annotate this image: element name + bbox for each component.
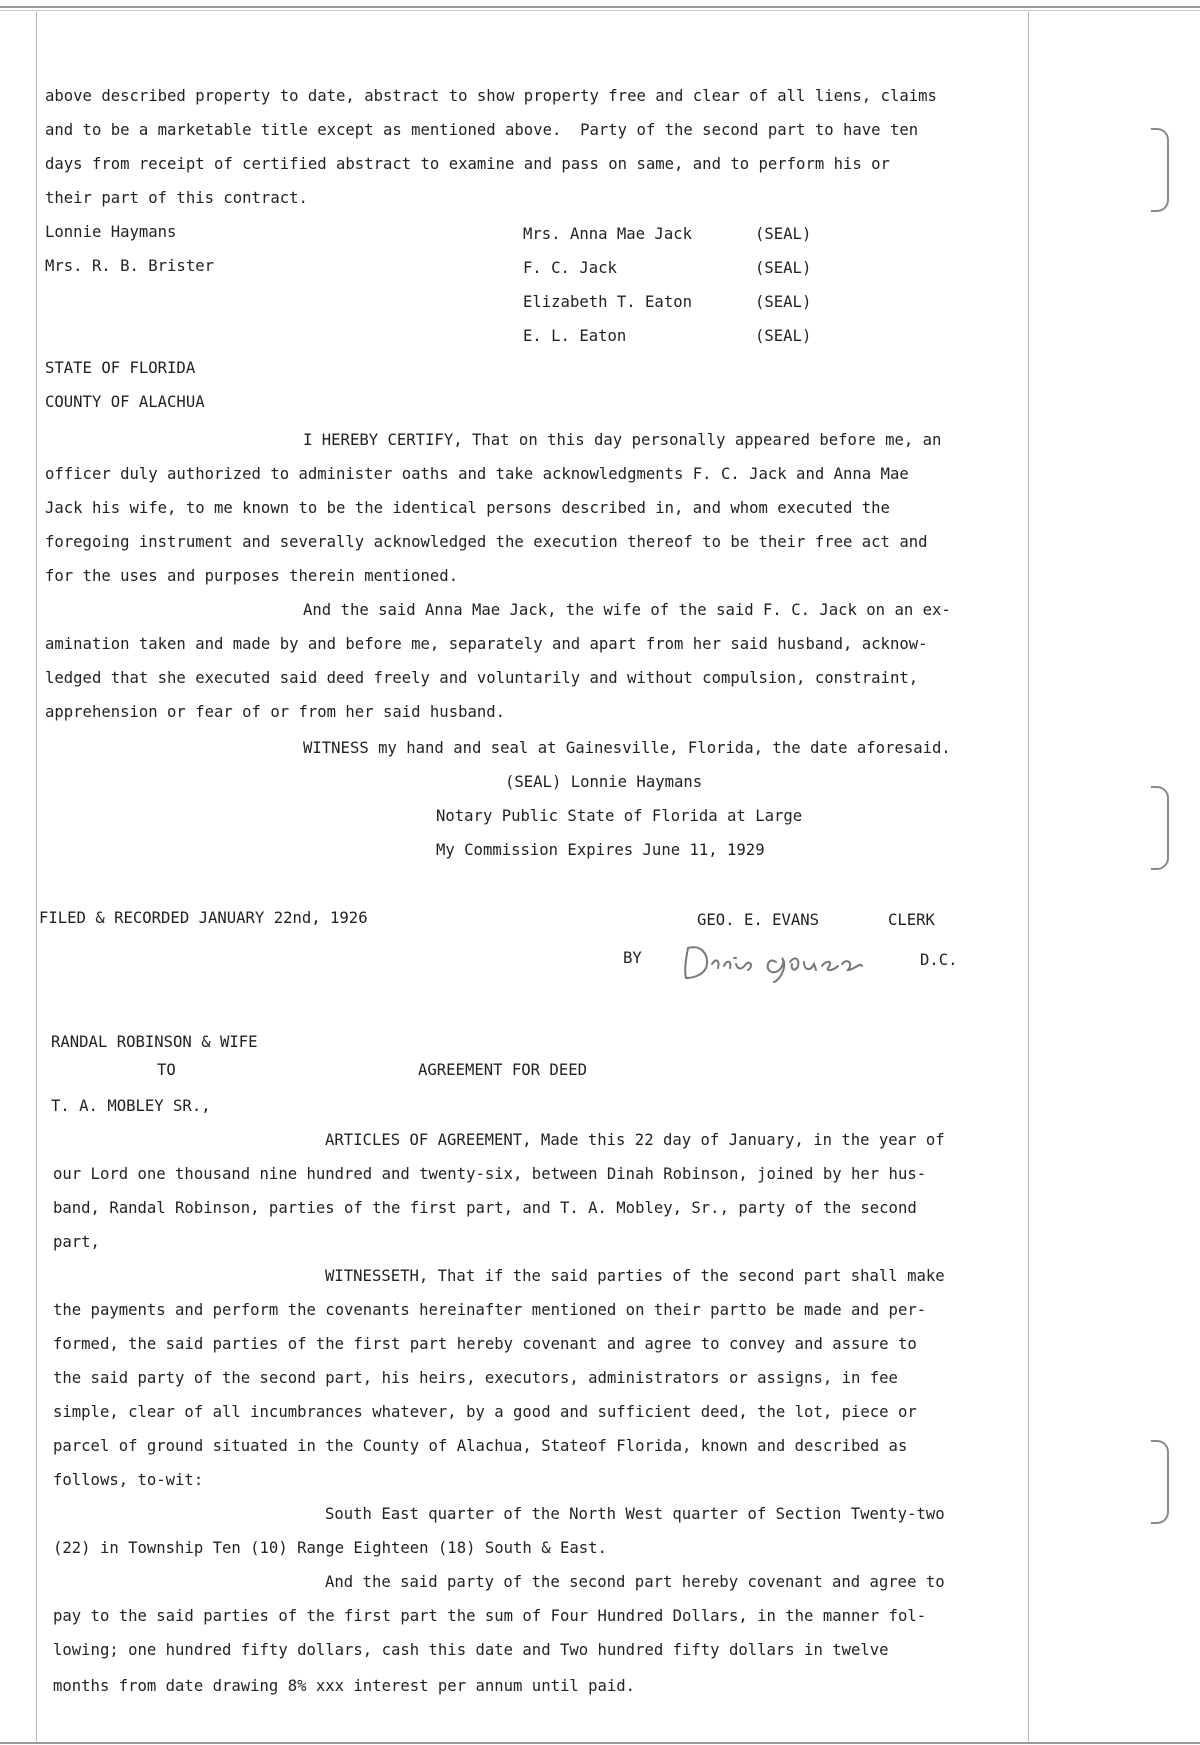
land-description: South East quarter of the North West quarter of Section Twenty-two xyxy=(325,1505,945,1523)
text-line: foregoing instrument and severally acknowledged the execution thereof to be their free act and xyxy=(45,533,928,551)
text-line: days from receipt of certified abstract to examine and pass on same, and to perform his or xyxy=(45,155,890,173)
left-margin-line xyxy=(36,12,37,1742)
text-line: pay to the said parties of the first part the sum of Four Hundred Dollars, in the manner fol- xyxy=(53,1607,927,1625)
notary-commission: My Commission Expires June 11, 1929 xyxy=(436,841,765,859)
text-line: ARTICLES OF AGREEMENT, Made this 22 day of January, in the year of xyxy=(325,1131,945,1149)
top-border-inner xyxy=(0,10,1200,11)
seal-mark: (SEAL) xyxy=(755,259,812,277)
text-line: WITNESS my hand and seal at Gainesville, Florida, the date aforesaid. xyxy=(303,739,951,757)
top-border xyxy=(0,6,1200,8)
state-heading: STATE OF FLORIDA xyxy=(45,359,196,377)
seal-mark: (SEAL) xyxy=(755,225,812,243)
witness-name: Mrs. R. B. Brister xyxy=(45,257,214,275)
by-label: BY xyxy=(623,949,642,967)
text-line: ledged that she executed said deed freely and voluntarily and without compulsion, constraint, xyxy=(45,669,919,687)
text-line: and to be a marketable title except as mentioned above. Party of the second part to have ten xyxy=(45,121,919,139)
seal-mark: (SEAL) xyxy=(755,327,812,345)
binder-hole-icon xyxy=(1151,786,1169,870)
right-margin-line xyxy=(1028,12,1029,1742)
text-line: for the uses and purposes therein mentioned. xyxy=(45,567,459,585)
text-line: formed, the said parties of the first part hereby covenant and agree to convey and assure to xyxy=(53,1335,917,1353)
notary-signature: (SEAL) Lonnie Haymans xyxy=(505,773,703,791)
text-line: apprehension or fear of or from her said husband. xyxy=(45,703,506,721)
filed-recorded-stamp: FILED & RECORDED JANUARY 22nd, 1926 xyxy=(39,909,368,927)
text-line: follows, to-wit: xyxy=(53,1471,204,1489)
signer-name: Elizabeth T. Eaton xyxy=(523,293,692,311)
text-line: And the said party of the second part hereby covenant and agree to xyxy=(325,1573,945,1591)
text-line: parcel of ground situated in the County of Alachua, Stateof Florida, known and described as xyxy=(53,1437,908,1455)
seal-mark: (SEAL) xyxy=(755,293,812,311)
text-line: band, Randal Robinson, parties of the first part, and T. A. Mobley, Sr., party of the second xyxy=(53,1199,917,1217)
notary-title: Notary Public State of Florida at Large xyxy=(436,807,803,825)
deputy-clerk-title: D.C. xyxy=(920,951,958,969)
signer-name: E. L. Eaton xyxy=(523,327,627,345)
text-line: Jack his wife, to me known to be the identical persons described in, and whom executed the xyxy=(45,499,890,517)
text-line: the said party of the second part, his heirs, executors, administrators or assigns, in fee xyxy=(53,1369,898,1387)
signer-name: Mrs. Anna Mae Jack xyxy=(523,225,692,243)
county-heading: COUNTY OF ALACHUA xyxy=(45,393,205,411)
text-line: part, xyxy=(53,1233,100,1251)
clerk-title: CLERK xyxy=(888,911,935,929)
to-label: TO xyxy=(157,1061,176,1079)
text-line: simple, clear of all incumbrances whatever, by a good and sufficient deed, the lot, piece or xyxy=(53,1403,917,1421)
text-line: months from date drawing 8% xxx interest per annum until paid. xyxy=(53,1677,636,1695)
grantor-name: RANDAL ROBINSON & WIFE xyxy=(51,1033,258,1051)
text-line: officer duly authorized to administer oaths and take acknowledgments F. C. Jack and Anna Mae xyxy=(45,465,909,483)
text-line: amination taken and made by and before me, separately and apart from her said husband, acknow- xyxy=(45,635,928,653)
text-line: their part of this contract. xyxy=(45,189,308,207)
text-line: lowing; one hundred fifty dollars, cash this date and Two hundred fifty dollars in twelve xyxy=(53,1641,889,1659)
text-line: our Lord one thousand nine hundred and twenty-six, between Dinah Robinson, joined by her hus- xyxy=(53,1165,927,1183)
bottom-border xyxy=(0,1742,1200,1744)
text-line: I HEREBY CERTIFY, That on this day personally appeared before me, an xyxy=(303,431,942,449)
land-description: (22) in Township Ten (10) Range Eighteen (18) South & East. xyxy=(53,1539,607,1557)
binder-hole-icon xyxy=(1151,128,1169,212)
clerk-name: GEO. E. EVANS xyxy=(697,911,820,929)
binder-hole-icon xyxy=(1151,1440,1169,1524)
witness-name: Lonnie Haymans xyxy=(45,223,177,241)
text-line: And the said Anna Mae Jack, the wife of the said F. C. Jack on an ex- xyxy=(303,601,951,619)
text-line: above described property to date, abstract to show property free and clear of all liens, claims xyxy=(45,87,937,105)
grantee-name: T. A. MOBLEY SR., xyxy=(51,1097,211,1115)
signer-name: F. C. Jack xyxy=(523,259,617,277)
document-title: AGREEMENT FOR DEED xyxy=(418,1061,587,1079)
text-line: WITNESSETH, That if the said parties of the second part shall make xyxy=(325,1267,945,1285)
text-line: the payments and perform the covenants hereinafter mentioned on their partto be made and per- xyxy=(53,1301,927,1319)
